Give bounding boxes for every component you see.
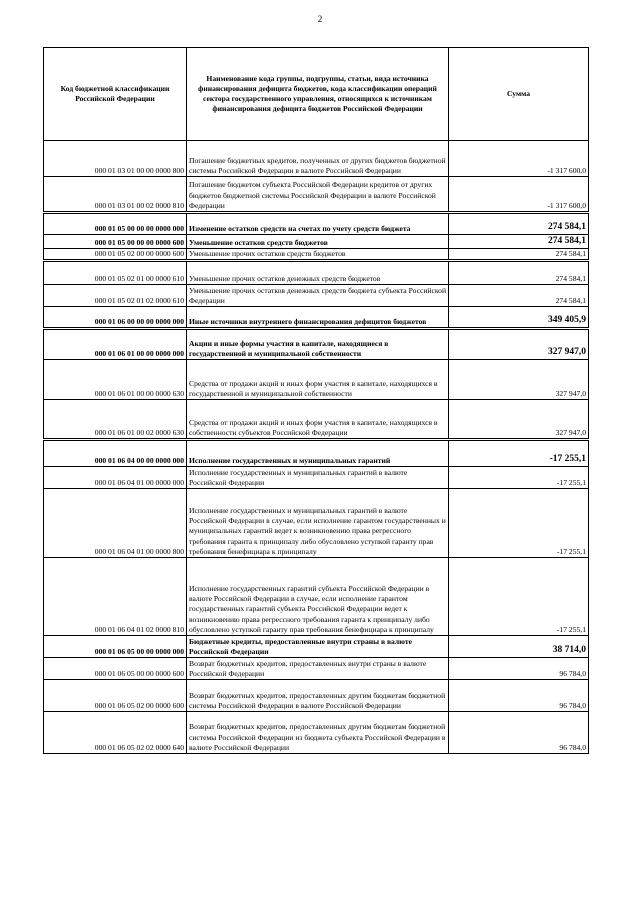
row-code: 000 01 06 05 02 00 0000 600 (44, 679, 187, 711)
row-name: Уменьшение прочих остатков денежных средств бюджета субъекта Российской Федерации (187, 284, 449, 306)
table-row (44, 466, 589, 488)
row-name: Бюджетные кредиты, предоставленные внутри страны в валюте Российской Федерации (187, 635, 449, 657)
row-name: Исполнение государственных и муниципальных гарантий (187, 439, 449, 466)
row-code: 000 01 06 00 00 00 0000 000 (44, 306, 187, 328)
row-name: Возврат бюджетных кредитов, предоставленных другим бюджетам бюджетной системы Российской Федерации из бюджета субъекта Российской Федерации в валюте Российской Федерации (187, 711, 449, 753)
row-code: 000 01 05 02 01 00 0000 610 (44, 260, 187, 284)
header-sum: Сумма (449, 48, 589, 141)
row-sum: 96 784,0 (449, 711, 589, 753)
row-code: 000 01 06 05 02 02 0000 640 (44, 711, 187, 753)
row-name: Уменьшение прочих остатков средств бюджетов (187, 248, 449, 260)
row-code: 000 01 05 00 00 00 0000 600 (44, 235, 187, 249)
header-name: Наименование кода группы, подгруппы, статьи, вида источника финансирования дефицита бюджетов, кода классификации операций сектора государственного управления, относящихся к источникам финансирования дефицита бюджетов Российской Федерации (187, 48, 449, 141)
row-sum: -1 317 600,0 (449, 177, 589, 213)
table-row (44, 177, 589, 213)
row-code: 000 01 03 01 00 02 0000 810 (44, 177, 187, 213)
row-sum: 274 584,1 (449, 213, 589, 235)
row-sum: -17 255,1 (449, 439, 589, 466)
row-sum: 96 784,0 (449, 679, 589, 711)
row-code: 000 01 06 05 00 00 0000 600 (44, 657, 187, 679)
row-code: 000 01 06 04 01 00 0000 000 (44, 466, 187, 488)
row-code: 000 01 05 02 01 02 0000 610 (44, 284, 187, 306)
row-code: 000 01 06 04 01 00 0000 800 (44, 488, 187, 557)
row-sum: 96 784,0 (449, 657, 589, 679)
table-row (44, 557, 589, 635)
table-row (44, 635, 589, 657)
row-sum: 349 405,9 (449, 306, 589, 328)
row-code: 000 01 05 02 00 00 0000 600 (44, 248, 187, 260)
row-sum: 327 947,0 (449, 359, 589, 399)
row-code: 000 01 06 05 00 00 0000 000 (44, 635, 187, 657)
row-code: 000 01 06 04 00 00 0000 000 (44, 439, 187, 466)
table-row (44, 141, 589, 177)
row-name: Средства от продажи акций и иных форм участия в капитале, находящихся в государственной и муниципальной собственности (187, 359, 449, 399)
table-row (44, 284, 589, 306)
row-name: Погашение бюджетных кредитов, полученных от других бюджетов бюджетной системы Российской Федерации в валюте Российской Федерации (187, 141, 449, 177)
row-sum: 38 714,0 (449, 635, 589, 657)
row-name: Иные источники внутреннего финансирования дефицитов бюджетов (187, 306, 449, 328)
row-sum: 274 584,1 (449, 235, 589, 249)
page-number: 2 (317, 14, 323, 24)
table-header-row (44, 48, 589, 141)
row-sum: -17 255,1 (449, 466, 589, 488)
table-row (44, 235, 589, 249)
row-sum: 274 584,1 (449, 260, 589, 284)
row-sum: 274 584,1 (449, 284, 589, 306)
header-code: Код бюджетной классификации Российской Федерации (44, 48, 187, 141)
row-name: Возврат бюджетных кредитов, предоставленных другим бюджетам бюджетной системы Российской Федерации в валюте Российской Федерации (187, 679, 449, 711)
row-sum: -17 255,1 (449, 488, 589, 557)
row-name: Уменьшение остатков средств бюджетов (187, 235, 449, 249)
row-sum: 327 947,0 (449, 399, 589, 439)
row-code: 000 01 05 00 00 00 0000 000 (44, 213, 187, 235)
row-sum: -1 317 600,0 (449, 141, 589, 177)
table-row (44, 359, 589, 399)
table-row (44, 213, 589, 235)
row-name: Исполнение государственных и муниципальных гарантий в валюте Российской Федерации в случае, если исполнение гарантом государственных и муниципальных гарантий ведет к возникновению права регрессного требования гаранта к принципалу либо обусловлено уступкой гаранту прав требования бенефициара к принципалу (187, 488, 449, 557)
row-name: Изменение остатков средств на счетах по учету средств бюджета (187, 213, 449, 235)
budget-sources-table (43, 47, 589, 754)
row-name: Исполнение государственных гарантий субъекта Российской Федерации в валюте Российской Федерации в случае, если исполнение гарантом государственных гарантий субъекта Российской Федерации ведет к возникновению права регрессного требования гаранта к принципалу либо обусловлено уступкой гаранту прав требования бенефициара к принципалу (187, 557, 449, 635)
table-row (44, 711, 589, 753)
row-name: Возврат бюджетных кредитов, предоставленных внутри страны в валюте Российской Федерации (187, 657, 449, 679)
table-row (44, 260, 589, 284)
row-code: 000 01 03 01 00 00 0000 800 (44, 141, 187, 177)
table-row (44, 439, 589, 466)
table-row (44, 657, 589, 679)
row-code: 000 01 06 01 00 02 0000 630 (44, 399, 187, 439)
row-sum: -17 255,1 (449, 557, 589, 635)
row-name: Акции и иные формы участия в капитале, находящиеся в государственной и муниципальной собственности (187, 328, 449, 359)
row-name: Средства от продажи акций и иных форм участия в капитале, находящихся в собственности субъектов Российской Федерации (187, 399, 449, 439)
table-row (44, 328, 589, 359)
table-row (44, 679, 589, 711)
row-code: 000 01 06 01 00 00 0000 000 (44, 328, 187, 359)
table-row (44, 399, 589, 439)
row-name: Исполнение государственных и муниципальных гарантий в валюте Российской Федерации (187, 466, 449, 488)
table-row (44, 248, 589, 260)
row-code: 000 01 06 04 01 02 0000 810 (44, 557, 187, 635)
row-sum: 327 947,0 (449, 328, 589, 359)
table-row (44, 488, 589, 557)
row-sum: 274 584,1 (449, 248, 589, 260)
row-code: 000 01 06 01 00 00 0000 630 (44, 359, 187, 399)
table-row (44, 306, 589, 328)
row-name: Уменьшение прочих остатков денежных средств бюджетов (187, 260, 449, 284)
row-name: Погашение бюджетом субъекта Российской Федерации кредитов от других бюджетов бюджетной системы Российской Федерации в валюте Российской Федерации (187, 177, 449, 213)
